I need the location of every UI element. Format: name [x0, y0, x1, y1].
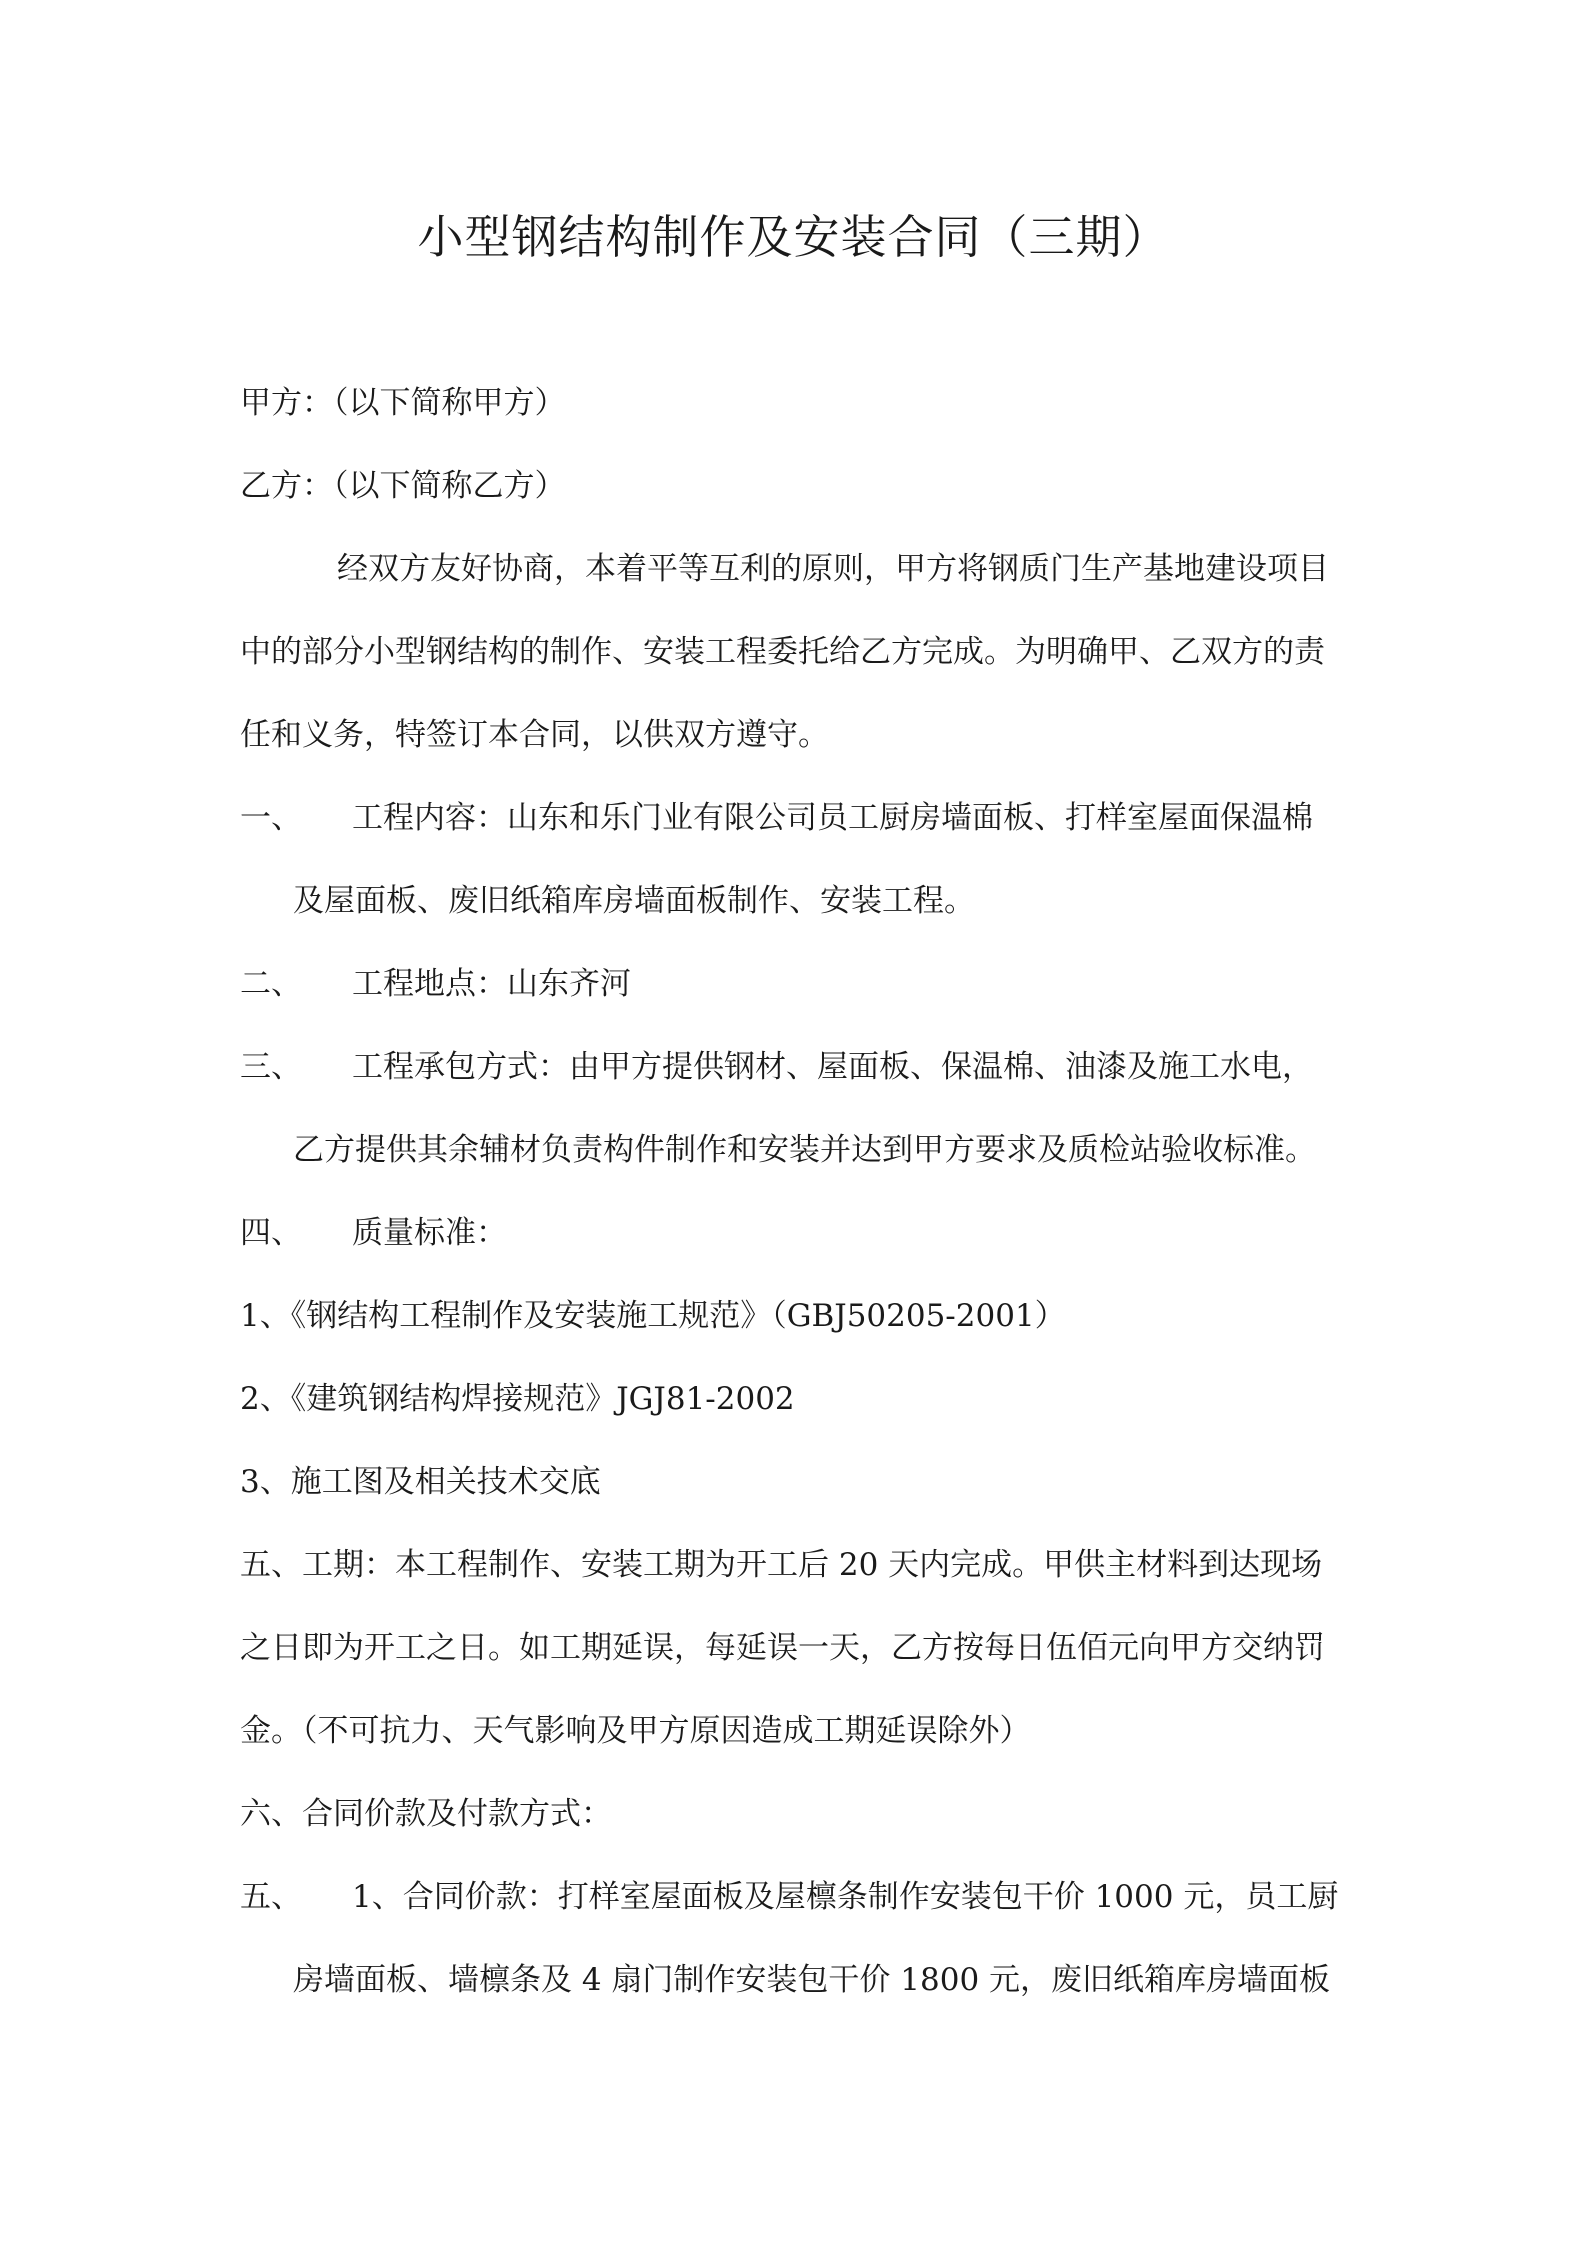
- schedule-line-1: 五、工期：本工程制作、安装工期为开工后 20 天内完成。甲供主材料到达现场: [240, 1547, 1323, 1583]
- standard-2: 2、《建筑钢结构焊接规范》JGJ81-2002: [240, 1381, 795, 1417]
- intro-line-3: 任和义务，特签订本合同，以供双方遵守。: [240, 717, 829, 753]
- clause-number: 三、: [240, 1049, 302, 1085]
- clause-1-continuation: 及屋面板、废旧纸箱库房墙面板制作、安装工程。: [293, 883, 975, 919]
- clause-3-continuation: 乙方提供其余辅材负责构件制作和安装并达到甲方要求及质检站验收标准。: [293, 1132, 1316, 1168]
- clause-number: 二、: [240, 966, 302, 1002]
- clause-text: 工程内容：山东和乐门业有限公司员工厨房墙面板、打样室屋面保温棉: [352, 800, 1313, 836]
- clause-number: 五、: [240, 1879, 302, 1915]
- party-a-line: 甲方：（以下简称甲方）: [240, 385, 566, 421]
- standard-1: 1、《钢结构工程制作及安装施工规范》（GBJ50205-2001）: [240, 1298, 1066, 1334]
- schedule-line-3: 金。（不可抗力、天气影响及甲方原因造成工期延误除外）: [240, 1713, 1031, 1749]
- schedule-line-2: 之日即为开工之日。如工期延误，每延误一天，乙方按每日伍佰元向甲方交纳罚: [240, 1630, 1325, 1666]
- party-b-line: 乙方：（以下简称乙方）: [240, 468, 566, 504]
- clause-number: 四、: [240, 1215, 302, 1251]
- standard-3: 3、施工图及相关技术交底: [240, 1464, 601, 1500]
- clause-text: 工程承包方式：由甲方提供钢材、屋面板、保温棉、油漆及施工水电，: [352, 1049, 1313, 1085]
- clause-text: 工程地点：山东齐河: [352, 966, 631, 1002]
- payment-clause-continuation: 房墙面板、墙檩条及 4 扇门制作安装包干价 1800 元，废旧纸箱库房墙面板: [293, 1962, 1331, 1998]
- clause-text: 1、合同价款：打样室屋面板及屋檩条制作安装包干价 1000 元，员工厨: [352, 1879, 1339, 1915]
- clause-text: 质量标准：: [352, 1215, 507, 1251]
- intro-line-1: 经双方友好协商，本着平等互利的原则，甲方将钢质门生产基地建设项目: [337, 551, 1329, 587]
- clause-4: [240, 1211, 507, 1255]
- intro-line-2: 中的部分小型钢结构的制作、安装工程委托给乙方完成。为明确甲、乙双方的责: [240, 634, 1325, 670]
- clause-3: [240, 1045, 1313, 1089]
- payment-heading: 六、合同价款及付款方式：: [240, 1796, 612, 1832]
- clause-1: [240, 796, 1313, 840]
- clause-2: [240, 962, 631, 1006]
- document-title: 小型钢结构制作及安装合同（三期）: [417, 210, 1170, 264]
- payment-clause: [240, 1875, 1338, 1919]
- clause-number: 一、: [240, 800, 302, 836]
